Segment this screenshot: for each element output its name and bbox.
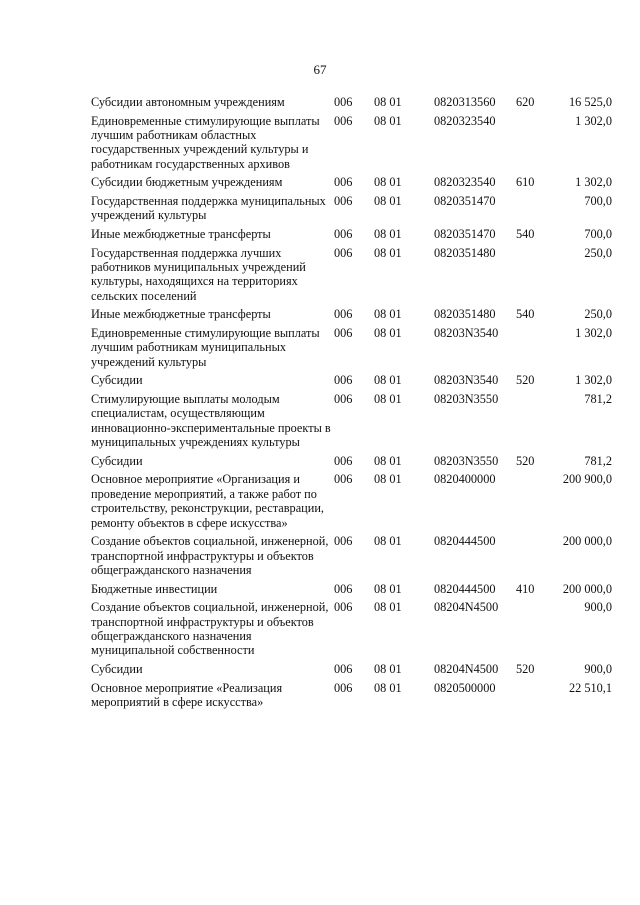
row-expense-type [516, 246, 550, 308]
row-grbs-code: 006 [334, 534, 353, 549]
row-target-article: 08203N3550 [434, 392, 499, 406]
row-name: Основное мероприятие «Реализация мероприятий в сфере искусства» [91, 680, 283, 710]
row-grbs-code: 006 [334, 600, 353, 615]
row-sum: 700,0 [584, 194, 612, 208]
table-row [91, 662, 612, 681]
table-row [91, 373, 612, 392]
row-expense-type [516, 681, 550, 714]
row-expense-type [516, 534, 550, 581]
row-sum: 200 000,0 [562, 581, 612, 596]
table-row [91, 472, 612, 534]
row-expense-type [516, 114, 550, 176]
table-row [91, 114, 612, 176]
table-row [91, 681, 612, 714]
row-name: Единовременные стимулирующие выплаты лучшим работникам областных государственных учреждений культуры и работникам государственных архивов [91, 113, 320, 171]
row-target-article: 08204N4500 [434, 662, 499, 677]
row-name: Субсидии [91, 373, 143, 388]
row-section-code: 08 01 [374, 227, 402, 241]
row-grbs-code: 006 [334, 175, 353, 190]
row-grbs-code: 006 [334, 113, 353, 128]
row-target-article: 0820351480 [434, 307, 496, 322]
row-name: Единовременные стимулирующие выплаты лучшим работникам муниципальных учреждений культуры [91, 326, 320, 369]
row-target-article: 0820323540 [434, 113, 496, 128]
row-grbs-code: 006 [334, 227, 353, 241]
table-row [91, 454, 612, 473]
row-target-article: 0820351470 [434, 194, 496, 208]
row-target-article: 08204N4500 [434, 600, 499, 615]
row-grbs-code: 006 [334, 245, 353, 260]
table-row [91, 392, 612, 454]
row-name: Субсидии автономным учреждениям [91, 95, 285, 109]
row-sum: 781,2 [584, 392, 612, 406]
row-target-article: 0820313560 [434, 95, 496, 109]
row-sum: 16 525,0 [568, 95, 612, 109]
row-grbs-code: 006 [334, 392, 353, 406]
row-section-code: 08 01 [374, 373, 402, 388]
row-section-code: 08 01 [374, 680, 402, 695]
page-number: 67 [313, 62, 327, 77]
row-section-code: 08 01 [374, 307, 402, 322]
row-sum: 200 000,0 [562, 534, 612, 549]
row-sum: 1 302,0 [575, 175, 612, 190]
row-grbs-code: 006 [334, 326, 353, 340]
table-row [91, 227, 612, 246]
row-grbs-code: 006 [334, 194, 353, 208]
row-target-article: 08203N3540 [434, 326, 499, 340]
row-expense-type: 520 [516, 662, 535, 677]
row-sum: 1 302,0 [575, 326, 612, 340]
row-expense-type: 620 [516, 95, 535, 109]
row-section-code: 08 01 [374, 534, 402, 549]
row-expense-type: 610 [516, 175, 535, 190]
row-expense-type: 520 [516, 373, 535, 388]
row-sum: 1 302,0 [575, 113, 612, 128]
row-grbs-code: 006 [334, 307, 353, 322]
row-name: Иные межбюджетные трансферты [91, 227, 271, 241]
row-sum: 700,0 [584, 227, 612, 241]
row-target-article: 08203N3540 [434, 373, 499, 388]
row-section-code: 08 01 [374, 113, 402, 128]
row-expense-type: 520 [516, 453, 535, 468]
row-target-article: 0820400000 [434, 472, 496, 487]
row-section-code: 08 01 [374, 581, 402, 596]
row-expense-type [516, 600, 550, 662]
table-row [91, 95, 612, 114]
budget-table [91, 95, 612, 714]
row-section-code: 08 01 [374, 392, 402, 406]
row-grbs-code: 006 [334, 472, 353, 487]
row-name: Субсидии [91, 662, 143, 677]
row-grbs-code: 006 [334, 453, 353, 468]
row-name: Субсидии [91, 453, 143, 468]
row-section-code: 08 01 [374, 326, 402, 340]
row-expense-type [516, 194, 550, 227]
row-grbs-code: 006 [334, 95, 353, 109]
row-sum: 900,0 [584, 662, 612, 677]
row-expense-type: 540 [516, 307, 535, 322]
row-grbs-code: 006 [334, 680, 353, 695]
row-sum: 200 900,0 [562, 472, 612, 487]
row-sum: 22 510,1 [568, 680, 612, 695]
row-target-article: 0820444500 [434, 581, 496, 596]
row-section-code: 08 01 [374, 95, 402, 109]
row-name: Иные межбюджетные трансферты [91, 307, 271, 322]
row-sum: 250,0 [584, 245, 612, 260]
row-name: Стимулирующие выплаты молодым специалистам, осуществляющим инновационно-экспериментальные проекты в муниципальных учреждениях культуры [91, 392, 331, 450]
row-target-article: 08203N3550 [434, 453, 499, 468]
row-section-code: 08 01 [374, 453, 402, 468]
row-target-article: 0820444500 [434, 534, 496, 549]
row-section-code: 08 01 [374, 600, 402, 615]
row-expense-type [516, 326, 550, 373]
row-expense-type: 540 [516, 227, 535, 241]
row-name: Основное мероприятие «Организация и проведение мероприятий, а также работ по строительству, реконструкции, реставрации, ремонту объектов в сфере искусства» [91, 472, 324, 530]
row-target-article: 0820351470 [434, 227, 496, 241]
row-sum: 250,0 [584, 307, 612, 322]
row-section-code: 08 01 [374, 245, 402, 260]
row-grbs-code: 006 [334, 373, 353, 388]
row-name: Государственная поддержка лучших работников муниципальных учреждений культуры, находящихся на территориях сельских поселений [91, 245, 306, 303]
table-row [91, 326, 612, 373]
row-grbs-code: 006 [334, 581, 353, 596]
row-sum: 1 302,0 [575, 373, 612, 388]
row-target-article: 0820351480 [434, 245, 496, 260]
table-row [91, 246, 612, 308]
table-row [91, 582, 612, 601]
row-section-code: 08 01 [374, 662, 402, 677]
table-row [91, 175, 612, 194]
table-row [91, 534, 612, 581]
row-expense-type [516, 392, 550, 454]
row-name: Бюджетные инвестиции [91, 581, 218, 596]
row-target-article: 0820323540 [434, 175, 496, 190]
row-sum: 781,2 [584, 453, 612, 468]
row-name: Создание объектов социальной, инженерной, транспортной инфраструктуры и объектов общегражданского назначения [91, 534, 329, 578]
row-name: Создание объектов социальной, инженерной, транспортной инфраструктуры и объектов общегражданского назначения муниципальной собственности [91, 600, 329, 658]
row-section-code: 08 01 [374, 194, 402, 208]
row-section-code: 08 01 [374, 472, 402, 487]
table-row [91, 307, 612, 326]
table-row [91, 600, 612, 662]
row-grbs-code: 006 [334, 662, 353, 677]
row-section-code: 08 01 [374, 175, 402, 190]
row-name: Субсидии бюджетным учреждениям [91, 175, 283, 190]
row-expense-type: 410 [516, 581, 535, 596]
table-row [91, 194, 612, 227]
budget-table-body [91, 95, 612, 714]
row-target-article: 0820500000 [434, 680, 496, 695]
row-expense-type [516, 472, 550, 534]
row-name: Государственная поддержка муниципальных учреждений культуры [91, 194, 326, 223]
row-sum: 900,0 [584, 600, 612, 615]
